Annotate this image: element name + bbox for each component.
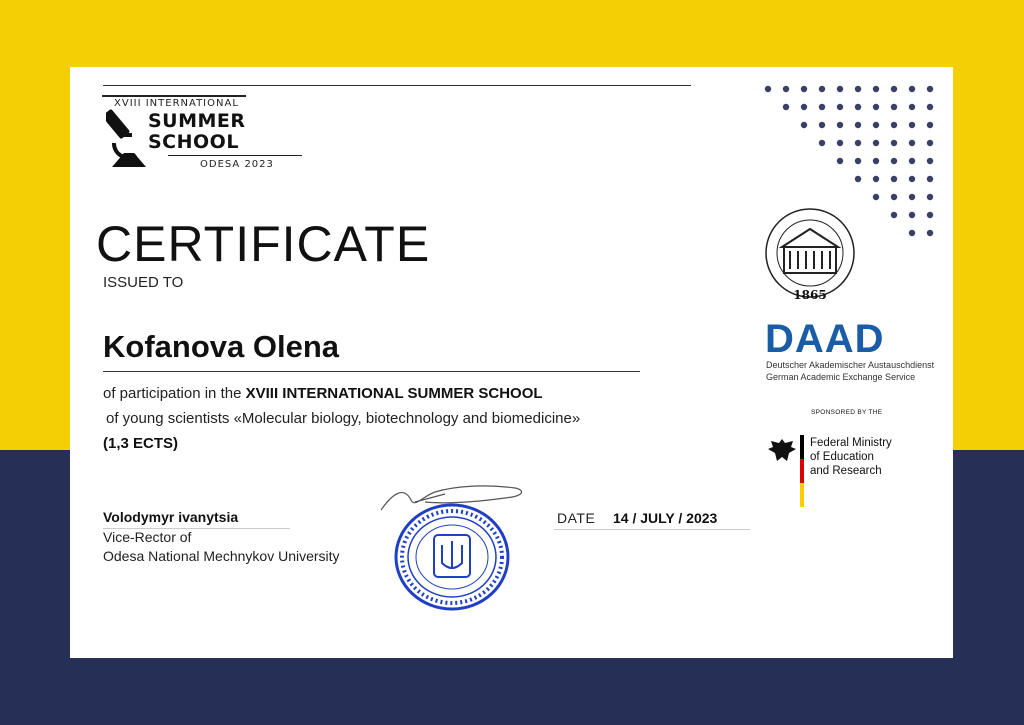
pattern-dot (909, 122, 915, 128)
pattern-dot (819, 86, 825, 92)
ects-credits: (1,3 ECTS) (103, 435, 179, 452)
participation-line1 (103, 385, 543, 402)
pattern-dot (819, 122, 825, 128)
pattern-dot (801, 104, 807, 110)
summer-school-logo (100, 93, 280, 183)
date-value: 14 / JULY / 2023 (613, 510, 718, 526)
pattern-dot (909, 212, 915, 218)
pattern-dot (873, 122, 879, 128)
sponsored-by-label: SPONSORED BY THE (811, 409, 883, 416)
logo-rule-bottom (168, 155, 302, 156)
ministry-line3: and Research (810, 465, 882, 477)
pattern-dot (837, 104, 843, 110)
pattern-dot (909, 230, 915, 236)
pattern-dot (855, 122, 861, 128)
pattern-dot (819, 140, 825, 146)
pattern-dot (873, 86, 879, 92)
pattern-dot (891, 104, 897, 110)
logo-rule-top (102, 95, 246, 97)
pattern-dot (891, 194, 897, 200)
pattern-dot (783, 104, 789, 110)
pattern-dot (909, 140, 915, 146)
pattern-dot (855, 158, 861, 164)
pattern-dot (909, 104, 915, 110)
participation-prefix: of participation in the (103, 385, 246, 402)
pattern-dot (765, 86, 771, 92)
ministry-line2: of Education (810, 451, 874, 463)
pattern-dot (891, 140, 897, 146)
university-seal-icon (760, 207, 860, 307)
daad-subtitle-en: German Academic Exchange Service (766, 372, 916, 382)
seal-year: 1865 (793, 288, 827, 302)
certificate-title: CERTIFICATE (96, 216, 431, 272)
pattern-dot (927, 230, 933, 236)
recipient-name: Kofanova Olena (103, 329, 339, 364)
pattern-dot (855, 140, 861, 146)
pattern-dot (927, 176, 933, 182)
pattern-dot (873, 176, 879, 182)
pattern-dot (927, 194, 933, 200)
pattern-dot (801, 122, 807, 128)
issued-to-label: ISSUED TO (103, 274, 184, 291)
pattern-dot (837, 122, 843, 128)
pattern-dot (819, 104, 825, 110)
logo-line2: SUMMER (148, 110, 246, 132)
pattern-dot (927, 104, 933, 110)
pattern-dot (927, 158, 933, 164)
pattern-dot (873, 194, 879, 200)
certificate-card (70, 67, 953, 658)
pattern-dot (927, 212, 933, 218)
pattern-dot (891, 122, 897, 128)
school-name: XVIII INTERNATIONAL SUMMER SCHOOL (245, 385, 543, 402)
pattern-dot (783, 86, 789, 92)
pattern-dot (927, 140, 933, 146)
date-label: DATE (557, 510, 596, 526)
signatory-name: Volodymyr ivanytsia (103, 509, 239, 525)
logo-line4: ODESA 2023 (200, 159, 274, 170)
pattern-dot (891, 86, 897, 92)
pattern-dot (891, 158, 897, 164)
pattern-dot (855, 176, 861, 182)
pattern-dot (927, 122, 933, 128)
pattern-dot (891, 212, 897, 218)
pattern-dot (837, 158, 843, 164)
german-flag-stripe (800, 435, 804, 507)
daad-logo: DAAD (765, 317, 885, 361)
pattern-dot (873, 158, 879, 164)
ministry-line1: Federal Ministry (810, 437, 892, 449)
participation-line2: of young scientists «Molecular biology, biotechnology and biomedicine» (106, 410, 581, 427)
daad-subtitle-de: Deutscher Akademischer Austauschdienst (766, 360, 935, 370)
signature-mark (375, 482, 535, 522)
pattern-dot (855, 86, 861, 92)
signatory-role1: Vice-Rector of (103, 529, 192, 545)
signatory-role2: Odesa National Mechnykov University (103, 548, 340, 564)
pattern-dot (909, 194, 915, 200)
date-underline (554, 529, 750, 530)
pattern-dot (873, 140, 879, 146)
microscope-icon (106, 107, 152, 169)
pattern-dot (837, 140, 843, 146)
recipient-underline (103, 371, 640, 372)
pattern-dot (891, 176, 897, 182)
pattern-dot (909, 86, 915, 92)
pattern-dot (927, 86, 933, 92)
logo-line1: XVIII INTERNATIONAL (114, 98, 239, 109)
german-eagle-icon (767, 437, 797, 465)
pattern-dot (855, 104, 861, 110)
logo-line3: SCHOOL (148, 131, 239, 153)
pattern-dot (909, 158, 915, 164)
pattern-dot (801, 86, 807, 92)
pattern-dot (909, 176, 915, 182)
top-rule (103, 85, 691, 86)
pattern-dot (873, 104, 879, 110)
pattern-dot (837, 86, 843, 92)
